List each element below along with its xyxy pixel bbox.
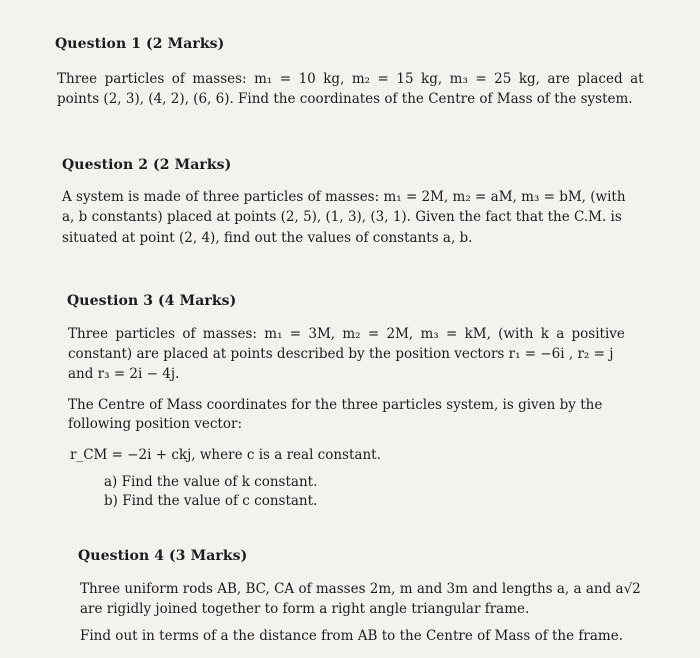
question-3-item-b: b) Find the value of c constant. [104,493,318,509]
question-2-line-1: A system is made of three particles of masses: m₁ = 2M, m₂ = aM, m₃ = bM, (with [62,189,626,205]
question-1-line-1: Three particles of masses: m₁ = 10 kg, m₂ = 15 kg, m₃ = 25 kg, are placed at [57,71,644,87]
question-1-heading: Question 1 (2 Marks) [55,36,225,52]
question-4-line-3: Find out in terms of a the distance from AB to the Centre of Mass of the frame. [80,628,623,644]
question-3-line-2: constant) are placed at points described by the position vectors r₁ = −6i , r₂ = j [68,346,614,362]
question-2-line-2: a, b constants) placed at points (2, 5), (1, 3), (3, 1). Given the fact that the C.M. is [62,209,622,225]
question-3-line-6: r_CM = −2i + ckj, where c is a real constant. [70,447,381,463]
question-3-heading: Question 3 (4 Marks) [67,293,237,309]
question-1-line-2: points (2, 3), (4, 2), (6, 6). Find the coordinates of the Centre of Mass of the system. [57,91,633,107]
question-3-line-4: The Centre of Mass coordinates for the three particles system, is given by the [68,397,603,413]
question-4-line-2: are rigidly joined together to form a right angle triangular frame. [80,601,530,617]
question-2-heading: Question 2 (2 Marks) [62,157,232,173]
question-3-line-5: following position vector: [68,416,242,432]
question-2-line-3: situated at point (2, 4), find out the values of constants a, b. [62,230,473,246]
question-3-line-1: Three particles of masses: m₁ = 3M, m₂ = 2M, m₃ = kM, (with k a positive [68,326,625,342]
question-4-line-1: Three uniform rods AB, BC, CA of masses 2m, m and 3m and lengths a, a and a√2 [80,581,641,597]
question-3-item-a: a) Find the value of k constant. [104,474,318,490]
question-3-line-3: and r₃ = 2i − 4j. [68,366,180,382]
question-4-heading: Question 4 (3 Marks) [78,548,248,564]
